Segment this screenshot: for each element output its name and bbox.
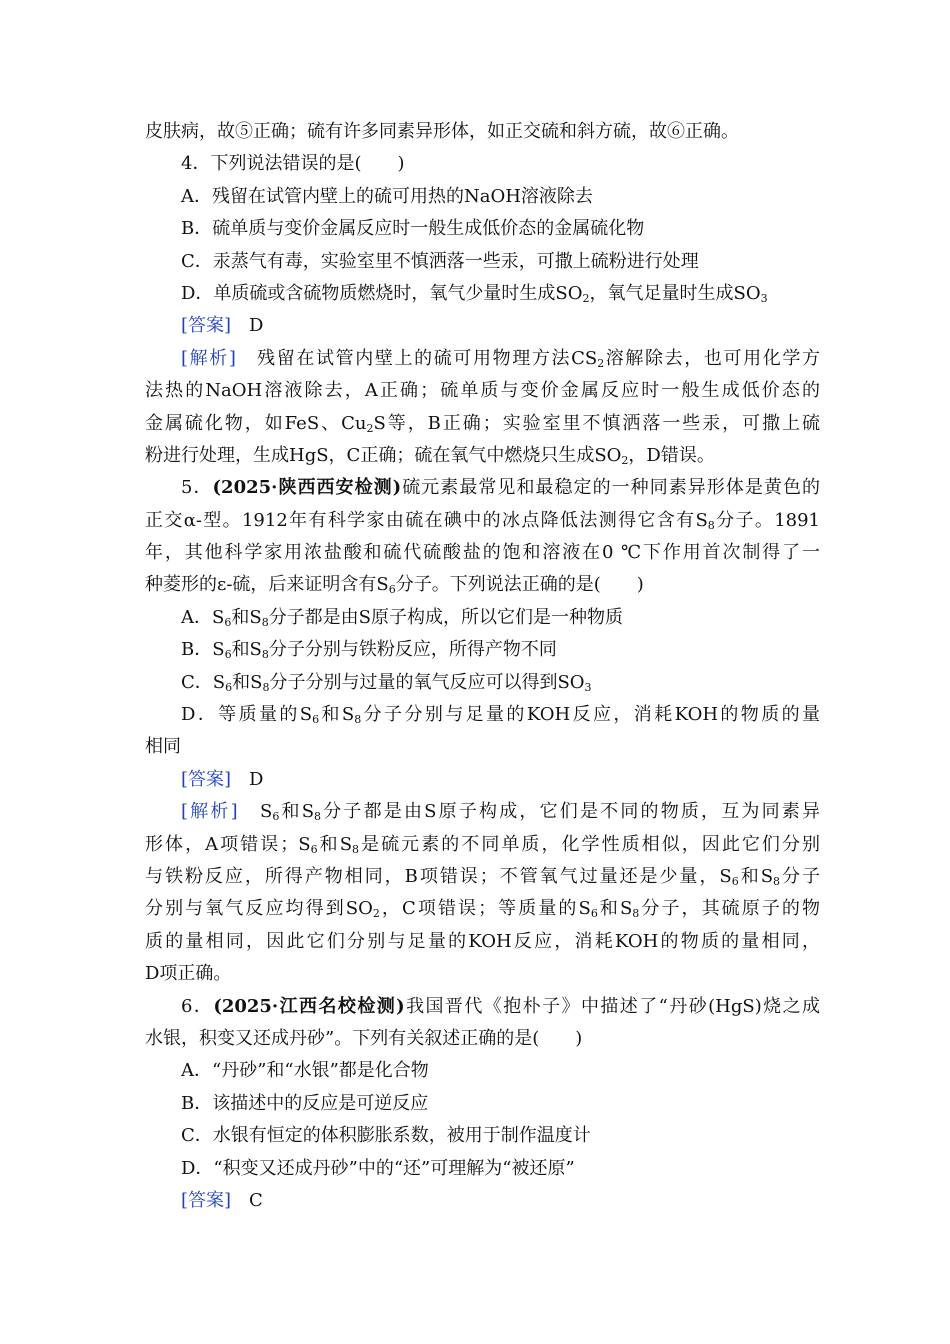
q4-stem: 4．下列说法错误的是( ) [181, 153, 405, 175]
q5-option-b: B．$S_6$和$S_8$分子分别与铁粉反应，所得产物不同 [181, 639, 557, 662]
q6-source: (2025·江西名校检测) [213, 995, 405, 1017]
q4-option-c: C．汞蒸气有毒，实验室里不慎洒落一些汞，可撒上硫粉进行处理 [181, 250, 699, 272]
answer-tag: [答案] [181, 768, 232, 790]
q6-option-a: A．“丹砂”和“水银”都是化合物 [181, 1060, 429, 1082]
q5-analysis-line-3: 与铁粉反应，所得产物相同，B项错误；不管氧气过量还是少量，$S_6$和$S_8$分子 [145, 865, 820, 888]
q6-stem-line-2: 水银，积变又还成丹砂”。下列有关叙述正确的是( ) [145, 1027, 583, 1049]
q5-stem-line-1: 5．(2025·陕西西安检测)硫元素最常见和最稳定的一种同素异形体是黄色的 [181, 477, 820, 499]
q5-analysis-line-4: 分别与氧气反应均得到$SO_2$，C项错误；等质量的$S_6$和$S_8$分子，其硫原子的物 [145, 898, 820, 921]
q5-stem-line-2: 正交α-型。1912年有科学家由硫在碘中的冰点降低法测得它含有$S_8$分子。1891 [145, 509, 820, 532]
q5-analysis-line-5: 质的量相同，因此它们分别与足量的KOH反应，消耗KOH的物质的量相同， [145, 930, 820, 952]
q4-option-b: B．硫单质与变价金属反应时一般生成低价态的金属硫化物 [181, 218, 645, 240]
q5-analysis-line-2: 形体，A项错误；$S_6$和$S_8$是硫元素的不同单质，化学性质相似，因此它们分别 [145, 833, 820, 856]
q5-answer: [答案] D [181, 768, 264, 790]
q4-analysis-line-1: [解析] 残留在试管内壁上的硫可用物理方法$CS_2$溶解除去，也可用化学方 [181, 347, 820, 370]
q5-analysis-line-6: D项正确。 [145, 963, 232, 985]
q6-answer: [答案] C [181, 1189, 263, 1211]
q5-option-d-cont: 相同 [145, 736, 181, 758]
document-page [145, 116, 820, 1217]
q6-option-c: C．水银有恒定的体积膨胀系数，被用于制作温度计 [181, 1125, 591, 1147]
analysis-tag: [解析] [181, 347, 236, 369]
q6-stem-line-1: 6．(2025·江西名校检测)我国晋代《抱朴子》中描述了“丹砂(HgS)烧之成 [181, 995, 820, 1017]
q5-source: (2025·陕西西安检测) [212, 477, 402, 499]
q4-analysis-line-2: 法热的NaOH溶液除去，A正确；硫单质与变价金属反应时一般生成低价态的 [145, 380, 820, 402]
answer-tag: [答案] [181, 315, 232, 337]
q4-analysis-line-3: 金属硫化物，如FeS、$Cu_2S$等，B正确；实验室里不慎洒落一些汞，可撒上硫 [145, 412, 820, 435]
q6-option-d: D．“积变又还成丹砂”中的“还”可理解为“被还原” [181, 1157, 575, 1179]
q4-option-a: A．残留在试管内壁上的硫可用热的NaOH溶液除去 [181, 185, 593, 207]
analysis-tag: [解析] [181, 801, 238, 823]
q3-analysis-tail: 皮肤病，故⑤正确；硫有许多同素异形体，如正交硫和斜方硫，故⑥正确。 [145, 121, 739, 142]
q5-option-c: C．$S_6$和$S_8$分子分别与过量的氧气反应可以得到$SO_3$ [181, 671, 592, 694]
q5-option-a: A．$S_6$和$S_8$分子都是由S原子构成，所以它们是一种物质 [181, 606, 624, 629]
q5-option-d: D．等质量的$S_6$和$S_8$分子分别与足量的KOH反应，消耗KOH的物质的量 [181, 704, 820, 727]
q4-option-d: D．单质硫或含硫物质燃烧时，氧气少量时生成$SO_2$，氧气足量时生成$SO_3$ [181, 282, 768, 305]
q5-stem-line-4: 种菱形的ε-硫，后来证明含有$S_6$分子。下列说法正确的是( ) [145, 574, 644, 597]
q5-analysis-line-1: [解析] $S_6$和$S_8$分子都是由S原子构成，它们是不同的物质，互为同素异 [181, 801, 820, 824]
answer-tag: [答案] [181, 1189, 232, 1211]
q6-option-b: B．该描述中的反应是可逆反应 [181, 1092, 429, 1114]
q4-analysis-line-4: 粉进行处理，生成HgS，C正确；硫在氧气中燃烧只生成$SO_2$，D错误。 [145, 444, 715, 467]
q4-answer: [答案] D [181, 315, 264, 337]
q5-stem-line-3: 年，其他科学家用浓盐酸和硫代硫酸盐的饱和溶液在0 ℃下作用首次制得了一 [145, 542, 820, 564]
